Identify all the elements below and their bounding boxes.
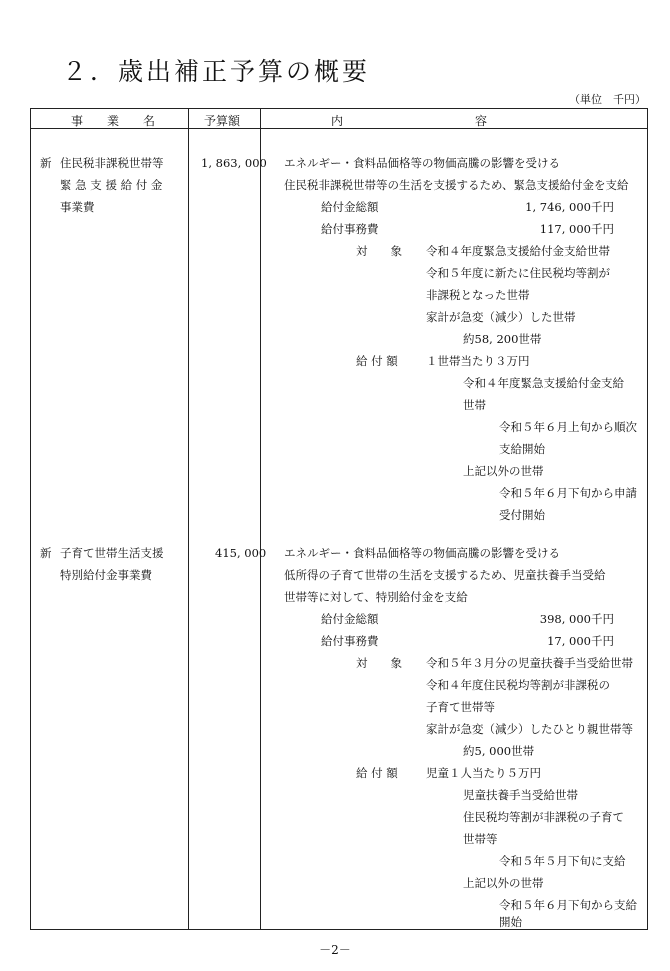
header-budget: 予算額 [204,114,241,128]
total-value: 398, 000千円 [539,612,614,626]
amount-label: 給 付 額 [356,766,398,780]
amount-line: 受付開始 [499,508,545,522]
amount-line: １世帯当たり３万円 [426,354,530,368]
item-description: 低所得の子育て世帯の生活を支援するため、児童扶養手当受給 [284,568,606,582]
item-description: 世帯等に対して、特別給付金を支給 [284,590,468,604]
amount-line: 住民税均等割が非課税の子育て [463,810,624,824]
target-label: 対 象 [356,244,402,258]
item-description: エネルギー・食料品価格等の物価高騰の影響を受ける [284,546,560,560]
amount-line: 世帯等 [463,832,498,846]
target-line: 約58, 200世帯 [463,332,542,346]
total-label: 給付金総額 [321,612,379,626]
target-line: 子育て世帯等 [426,700,495,714]
target-line: 約5, 000世帯 [463,744,535,758]
item-name-line: 事業費 [60,200,95,214]
column-divider [260,109,261,929]
amount-line: 児童１人当たり５万円 [426,766,541,780]
fee-value: 17, 000千円 [547,634,614,648]
item-description: 住民税非課税世帯等の生活を支援するため、緊急支援給付金を支給 [284,178,629,192]
amount-line: 令和４年度緊急支援給付金支給 [463,376,624,390]
amount-line: 上記以外の世帯 [463,876,544,890]
target-line: 非課税となった世帯 [426,288,530,302]
new-mark: 新 [40,546,52,560]
budget-table [30,108,648,930]
fee-value: 117, 000千円 [539,222,614,236]
amount-line: 児童扶養手当受給世帯 [463,788,578,802]
target-line: 家計が急変（減少）した世帯 [426,310,576,324]
target-line: 令和４年度緊急支援給付金支給世帯 [426,244,610,258]
column-divider [188,109,189,929]
item-name-line: 子育て世帯生活支援 [60,546,164,560]
header-content: 内 容 [331,114,488,128]
amount-line: 令和５年６月上旬から順次 [499,420,637,434]
fee-label: 給付事務費 [321,634,379,648]
item-name-line: 緊 急 支 援 給 付 金 [60,178,163,192]
new-mark: 新 [40,156,52,170]
amount-line: 令和５年６月下旬から申請 [499,486,637,500]
target-label: 対 象 [356,656,402,670]
amount-line: 上記以外の世帯 [463,464,544,478]
amount-label: 給 付 額 [356,354,398,368]
amount-line: 支給開始 [499,442,545,456]
item-name-line: 住民税非課税世帯等 [60,156,164,170]
header-name: 事 業 名 [71,114,156,128]
item-budget: 415, 000 [215,546,267,560]
item-description: エネルギー・食料品価格等の物価高騰の影響を受ける [284,156,560,170]
target-line: 令和４年度住民税均等割が非課税の [426,678,610,692]
target-line: 令和５年度に新たに住民税均等割が [426,266,610,280]
amount-line: 令和５年５月下旬に支給 [499,854,626,868]
item-budget: 1, 863, 000 [201,156,267,170]
amount-line: 世帯 [463,398,486,412]
amount-line: 令和５年６月下旬から支給 [499,898,637,912]
target-line: 令和５年３月分の児童扶養手当受給世帯 [426,656,633,670]
total-label: 給付金総額 [321,200,379,214]
item-name-line: 特別給付金事業費 [60,568,152,582]
page-number: －2－ [319,943,351,957]
total-value: 1, 746, 000千円 [525,200,614,214]
target-line: 家計が急変（減少）したひとり親世帯等 [426,722,633,736]
unit-label: （単位 千円） [569,93,646,106]
fee-label: 給付事務費 [321,222,379,236]
amount-line: 開始 [499,915,522,929]
page-title: ２．歳出補正予算の概要 [62,57,371,86]
